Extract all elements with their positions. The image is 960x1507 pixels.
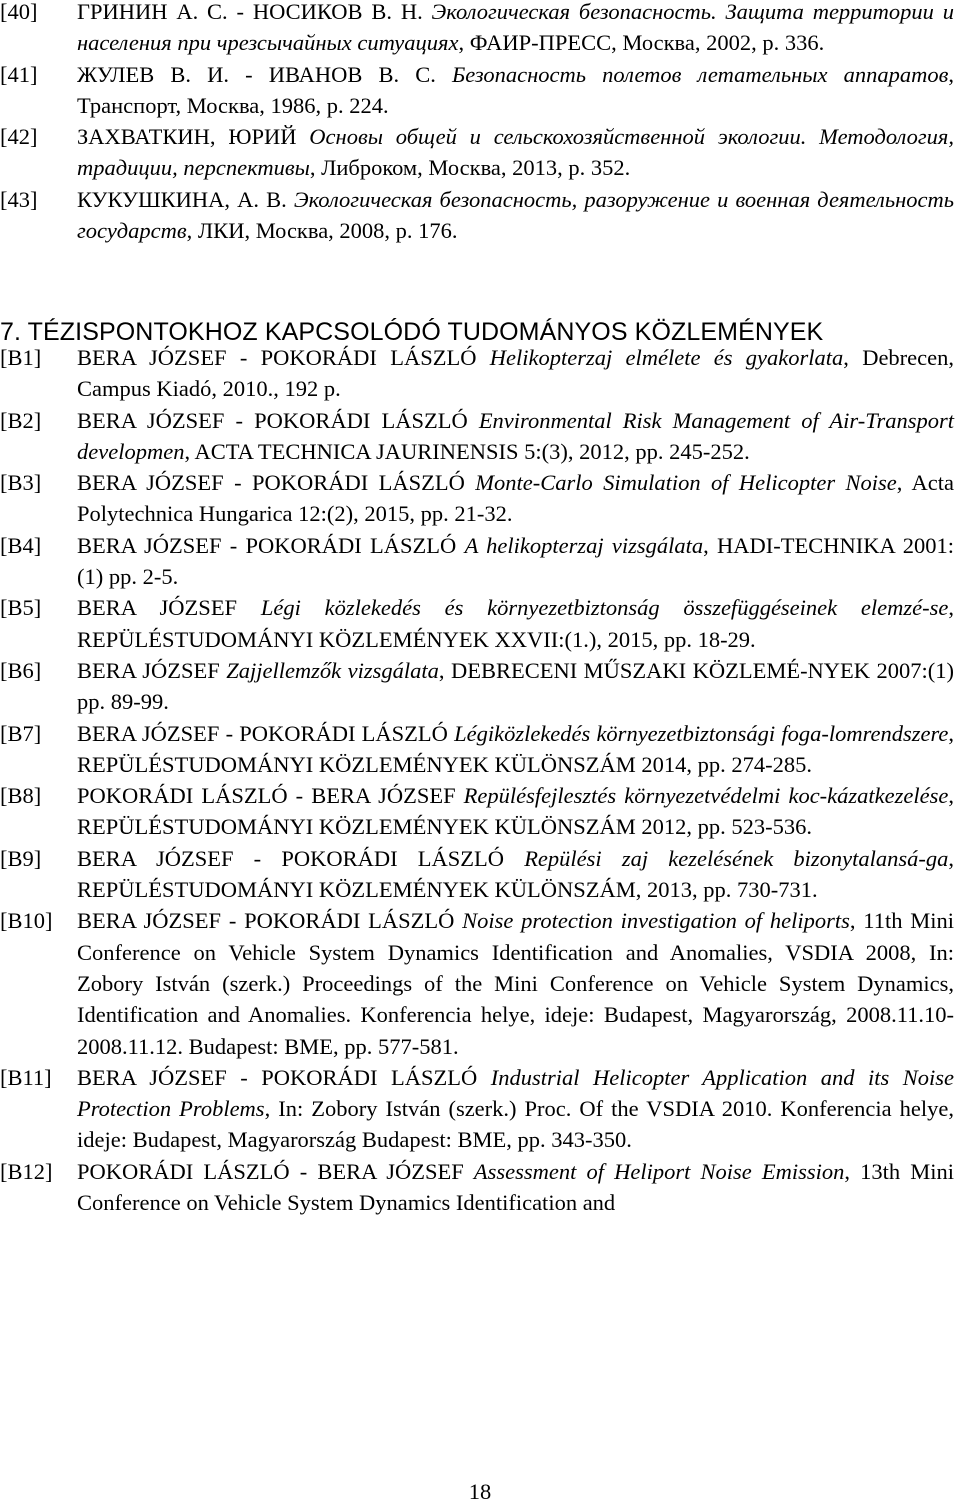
reference-title: Helikopterzaj elmélete és gyakorlata [489, 345, 844, 370]
reference-title: Безопасность полетов летательных аппаратов [451, 61, 949, 87]
reference-details: , ЛКИ, Москва, 2008, p. 176. [186, 218, 458, 244]
reference-item [0, 342, 960, 405]
reference-number: [B6] [0, 657, 42, 683]
reference-details: , 13th Mini Conference on Vehicle System Dynamics Identification and [77, 1158, 955, 1216]
reference-list-publications [0, 342, 960, 1218]
reference-item [0, 905, 960, 1061]
reference-authors: POKORÁDI LÁSZLÓ - BERA JÓZSEF [77, 783, 456, 809]
reference-item [0, 843, 960, 906]
section-heading: 7. TÉZISPONTOKHOZ KAPCSOLÓDÓ TUDOMÁNYOS KÖZLEMÉNYEK [0, 318, 824, 346]
reference-title: Основы общей и сельскохозяйственной экологии. Методология, традиции, перспективы [77, 124, 954, 181]
reference-number: [B3] [0, 470, 42, 496]
reference-list-russian [0, 0, 960, 246]
reference-title: Noise protection investigation of heliports [462, 908, 850, 934]
reference-details: , Debrecen, Campus Kiadó, 2010., 192 p. [77, 345, 955, 402]
reference-title: A helikopterzaj vizsgálata [464, 532, 704, 558]
reference-authors: BERA JÓZSEF - POKORÁDI LÁSZLÓ [77, 908, 455, 934]
reference-title: Légi közlekedés és környezetbiztonság összefüggéseinek elemzé-se [260, 595, 949, 621]
reference-details: , ФАИР-ПРЕСС, Москва, 2002, p. 336. [458, 30, 825, 56]
reference-number: [43] [0, 186, 38, 212]
reference-item [0, 184, 960, 247]
reference-number: [B4] [0, 532, 42, 558]
reference-number: [B7] [0, 720, 42, 746]
reference-item [0, 467, 960, 530]
reference-authors: ГРИНИН А. С. - НОСИКОВ В. Н. [77, 0, 423, 24]
reference-number: [42] [0, 124, 38, 150]
reference-authors: КУКУШКИНА, А. В. [77, 186, 287, 212]
reference-authors: BERA JÓZSEF [77, 657, 220, 683]
reference-authors: BERA JÓZSEF - POKORÁDI LÁSZLÓ [77, 345, 477, 370]
reference-title: Monte-Carlo Simulation of Helicopter Noise [475, 470, 897, 496]
reference-details: , Либроком, Москва, 2013, p. 352. [309, 155, 631, 181]
reference-item [0, 780, 960, 843]
reference-item [0, 592, 960, 655]
reference-number: [B1] [0, 345, 42, 370]
reference-item [0, 0, 960, 59]
reference-authors: BERA JÓZSEF - POKORÁDI LÁSZLÓ [77, 532, 457, 558]
reference-details: , DEBRECENI MŰSZAKI KÖZLEMÉ-NYEK 2007:(1) pp. 89-99. [77, 657, 954, 715]
page-number: 18 [468, 1479, 492, 1504]
reference-number: [B12] [0, 1158, 53, 1184]
reference-authors: BERA JÓZSEF [77, 595, 238, 621]
reference-details: , REPÜLÉSTUDOMÁNYI KÖZLEMÉNYEK KÜLÖNSZÁM 2014, pp. 274-285. [77, 720, 955, 777]
reference-authors: BERA JÓZSEF - POKORÁDI LÁSZLÓ [77, 1064, 478, 1090]
reference-item [0, 121, 960, 184]
reference-details: , 11th Mini Conference on Vehicle System Dynamics Identification and Anomalies, VSDIA 2008, In: Zobory István (szerk.) Proceedings of the Mini Conference on Vehicle System Dynamics, Identification and Anomalies. Konferencia helye, ideje: Budapest, Magyarország, 2008.11.10-2008.11.12. Budapest: BME, pp. 577-581. [77, 908, 955, 1059]
reference-details: , In: Zobory István (szerk.) Proc. Of the VSDIA 2010. Konferencia helye, ideje: Budapest, Magyarország Budapest: BME, pp. 343-350. [77, 1096, 954, 1153]
reference-number: [B10] [0, 908, 53, 934]
reference-title: Légiközlekedés környezetbiztonsági foga-lomrendszere [454, 720, 949, 746]
reference-number: [B8] [0, 783, 42, 809]
reference-authors: POKORÁDI LÁSZLÓ - BERA JÓZSEF [77, 1158, 464, 1184]
reference-number: [B9] [0, 845, 42, 871]
reference-authors: ЖУЛЕВ В. И. - ИВАНОВ В. С. [77, 61, 436, 87]
reference-item [0, 718, 960, 781]
reference-details: , REPÜLÉSTUDOMÁNYI KÖZLEMÉNYEK KÜLÖNSZÁM 2012, pp. 523-536. [77, 783, 954, 840]
reference-title: Экологическая безопасность. Защита территории и населения при чрезсычайных ситуациях [77, 0, 955, 56]
reference-title: Industrial Helicopter Application and its Noise Protection Problems [77, 1064, 954, 1122]
reference-title: Assessment of Heliport Noise Emission [473, 1158, 845, 1184]
reference-title: Repülésfejlesztés környezetvédelmi koc-kázatkezelése [463, 783, 949, 809]
reference-number: [B2] [0, 407, 42, 433]
reference-details: , Транспорт, Москва, 1986, p. 224. [77, 61, 955, 118]
reference-title: Environmental Risk Management of Air-Transport developmen [77, 407, 955, 464]
reference-title: Zajjellemzők vizsgálata [226, 657, 439, 683]
reference-item [0, 405, 960, 468]
reference-title: Экологическая безопасность, разоружение и военная деятельность государств [77, 186, 954, 244]
reference-item [0, 1062, 960, 1156]
reference-authors: BERA JÓZSEF - POKORÁDI LÁSZLÓ [77, 407, 468, 433]
reference-details: , Acta Polytechnica Hungarica 12:(2), 2015, pp. 21-32. [77, 470, 955, 527]
reference-number: [B11] [0, 1064, 52, 1090]
reference-details: , REPÜLÉSTUDOMÁNYI KÖZLEMÉNYEK XXVII:(1.), 2015, pp. 18-29. [77, 595, 955, 652]
reference-details: , HADI-TECHNIKA 2001:(1) pp. 2-5. [77, 532, 954, 590]
reference-item [0, 1156, 960, 1219]
reference-number: [41] [0, 61, 38, 87]
reference-item [0, 655, 960, 718]
reference-item [0, 530, 960, 593]
reference-authors: BERA JÓZSEF - POKORÁDI LÁSZLÓ [77, 470, 465, 496]
reference-title: Repülési zaj kezelésének bizonytalansá-ga [524, 845, 949, 871]
reference-authors: BERA JÓZSEF - POKORÁDI LÁSZLÓ [77, 720, 448, 746]
reference-details: , ACTA TECHNICA JAURINENSIS 5:(3), 2012, pp. 245-252. [184, 438, 750, 464]
reference-number: [40] [0, 0, 38, 24]
reference-item [0, 59, 960, 122]
reference-details: , REPÜLÉSTUDOMÁNYI KÖZLEMÉNYEK KÜLÖNSZÁM, 2013, pp. 730-731. [77, 845, 954, 903]
reference-authors: ЗАХВАТКИН, ЮРИЙ [77, 124, 297, 150]
reference-authors: BERA JÓZSEF - POKORÁDI LÁSZLÓ [77, 845, 504, 871]
reference-number: [B5] [0, 595, 42, 621]
